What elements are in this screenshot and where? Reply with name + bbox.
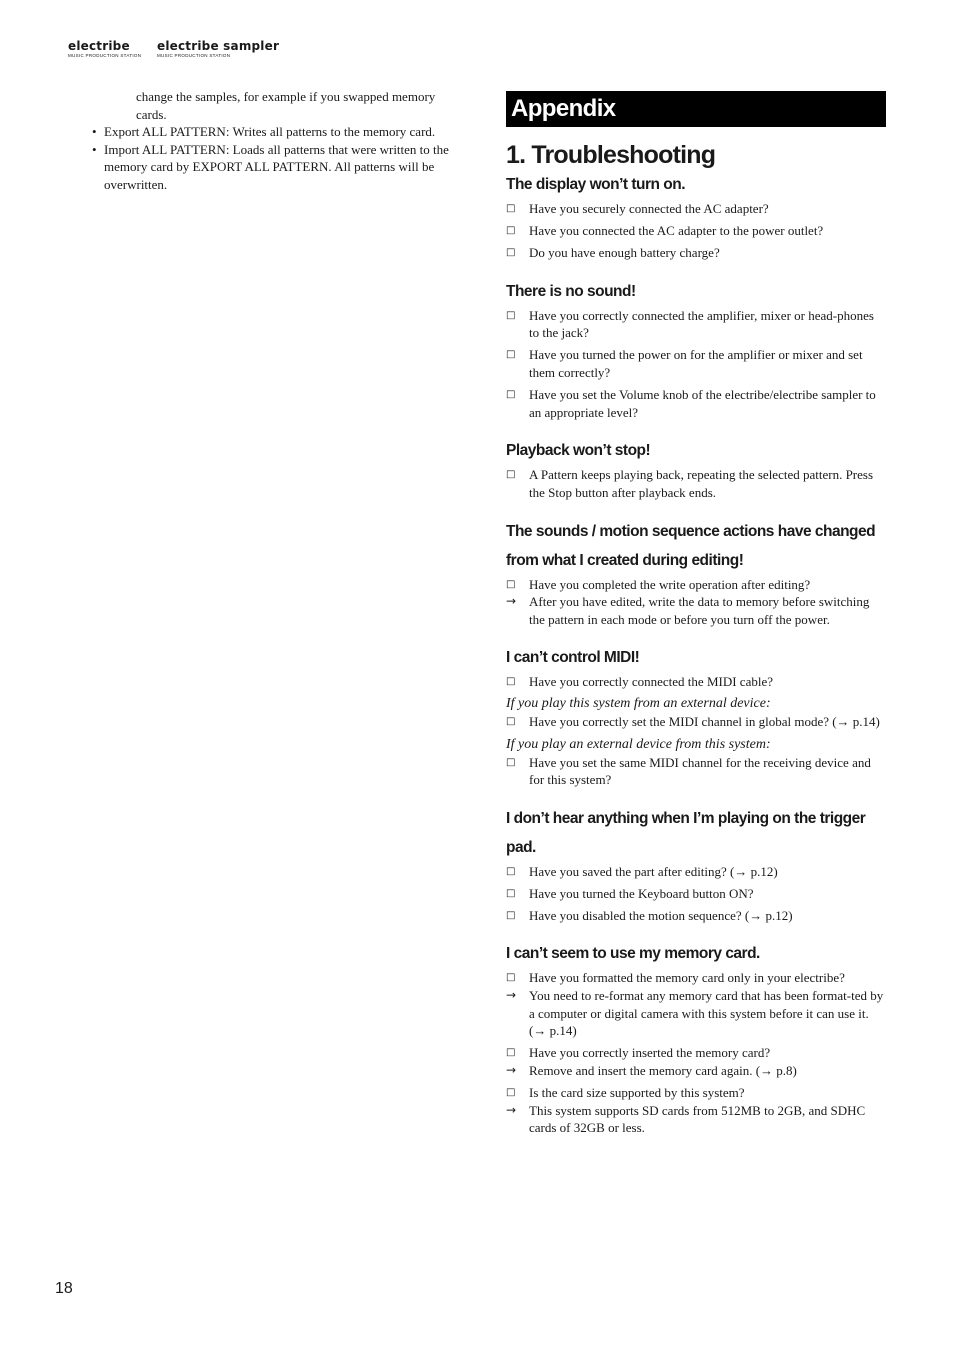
checklist-item [506,593,886,628]
checkbox-icon: □ [506,389,516,401]
logo-name: electribe [68,39,130,53]
subheading: If you play an external device from this system: [506,736,771,752]
checkbox-icon: □ [506,676,516,688]
arrow-icon: → [506,1102,517,1117]
checkbox-icon: □ [506,578,516,590]
checklist-item [506,969,886,987]
item-text: Have you set the Volume knob of the electribe/electribe sampler to an appropriate level? [529,387,876,420]
section [506,277,886,422]
right-column [506,91,886,1141]
troubleshooting-sections [506,170,886,1137]
item-text: Have you correctly set the MIDI channel in global mode? (→ p.14) [529,714,880,730]
item-text: A Pattern keeps playing back, repeating the selected pattern. Press the Stop button after playback ends. [529,467,874,500]
checklist-item [506,1044,886,1062]
section [506,170,886,262]
section [506,643,886,788]
bullet-item [90,123,468,141]
subheading: If you play this system from an external device: [506,696,771,712]
checkbox-icon: □ [506,1087,516,1099]
section-heading: Playback won’t stop! [506,442,651,460]
item-text: Have you completed the write operation after editing? [529,576,811,592]
checkbox-icon: □ [506,469,516,481]
item-text: Have you correctly connected the amplifier, mixer or head-phones to the jack? [529,307,874,341]
page-title: 1. Troubleshooting [506,141,716,169]
checkbox-icon: □ [506,887,516,899]
section-heading: The sounds / motion sequence actions have changed from what I created during editing! [506,522,876,569]
checklist-item [506,466,886,501]
section [506,436,886,501]
electribe-sampler-logo [157,40,279,59]
checklist-item [506,576,886,594]
checklist-item [506,863,886,881]
section [506,804,886,925]
checklist-item [506,222,886,240]
checklist-item [506,673,886,691]
section-heading: There is no sound! [506,282,636,300]
bullet-text: Export ALL PATTERN: Writes all patterns to the memory card. [104,124,436,140]
section [506,939,886,1136]
continued-text: change the samples, for example if you swapped memory cards. [136,89,436,122]
item-text: Have you formatted the memory card only in your electribe? [529,970,845,986]
checklist-item [506,885,886,903]
checkbox-icon: □ [506,865,516,877]
section-heading: The display won’t turn on. [506,176,686,193]
logo-subtitle: MUSIC PRODUCTION STATION [157,53,231,58]
checkbox-icon: □ [506,716,516,728]
arrow-icon: → [506,1062,517,1077]
item-text: Have you disabled the motion sequence? (→ p.12) [529,907,793,923]
checklist-item [506,987,886,1040]
item-text: Have you turned the power on for the amplifier or mixer and set them correctly? [529,347,863,381]
checklist-item [506,713,886,731]
checkbox-icon: □ [506,225,516,237]
item-text: Have you correctly inserted the memory card? [529,1045,771,1061]
item-text: This system supports SD cards from 512MB to 2GB, and SDHC cards of 32GB or less. [529,1102,866,1136]
checklist-item [506,907,886,925]
arrow-icon: → [506,988,517,1003]
checklist-item [506,307,886,342]
checklist-item [506,1102,886,1137]
checklist-item [506,754,886,789]
bullet-item [90,141,468,194]
section-heading: I can’t seem to use my memory card. [506,945,760,963]
bullet-glyph: • [92,124,97,140]
section [506,517,886,629]
checkbox-icon: □ [506,909,516,921]
item-text: Have you correctly connected the MIDI cable? [529,674,773,690]
logo-name: electribe sampler [157,39,280,53]
checkbox-icon: □ [506,1047,516,1059]
item-text: Have you connected the AC adapter to the power outlet? [529,223,824,239]
item-text: After you have edited, write the data to memory before switching the pattern in each mode or before you turn off the power. [529,594,870,627]
checkbox-icon: □ [506,247,516,259]
left-column [90,88,468,194]
checkbox-icon: □ [506,309,516,321]
item-text: Have you turned the Keyboard button ON? [529,885,754,901]
item-text: Have you saved the part after editing? (→ p.12) [529,863,778,879]
checklist-item [506,386,886,421]
section-heading: I don’t hear anything when I’m playing on the trigger pad. [506,809,866,856]
section-heading: I can’t control MIDI! [506,649,640,667]
logo-subtitle: MUSIC PRODUCTION STATION [68,53,142,58]
checkbox-icon: □ [506,972,516,984]
checkbox-icon: □ [506,203,516,214]
checklist-item [506,346,886,381]
bullet-glyph: • [92,141,97,157]
page-number: 18 [55,1280,73,1297]
checklist-item [506,1062,886,1080]
checklist-item [506,200,886,218]
item-text: Do you have enough battery charge? [529,245,720,261]
bullet-text: Import ALL PATTERN: Loads all patterns that were written to the memory card by EXPORT ALL PATTERN. All patterns will be overwritten. [104,141,449,192]
electribe-logo [68,40,141,59]
arrow-icon: → [506,594,517,609]
item-text: Is the card size supported by this system? [529,1085,745,1101]
item-text: You need to re-format any memory card that has been format-ted by a computer or digital camera with this system before it can use it. (→ p.14) [529,988,884,1039]
checklist-item [506,1084,886,1102]
checkbox-icon: □ [506,756,516,768]
checklist-item [506,244,886,262]
item-text: Remove and insert the memory card again. (→ p.8) [529,1062,797,1078]
appendix-banner: Appendix [506,91,886,127]
item-text: Have you securely connected the AC adapter? [529,201,769,216]
checkbox-icon: □ [506,349,516,361]
item-text: Have you set the same MIDI channel for the receiving device and for this system? [529,754,871,788]
